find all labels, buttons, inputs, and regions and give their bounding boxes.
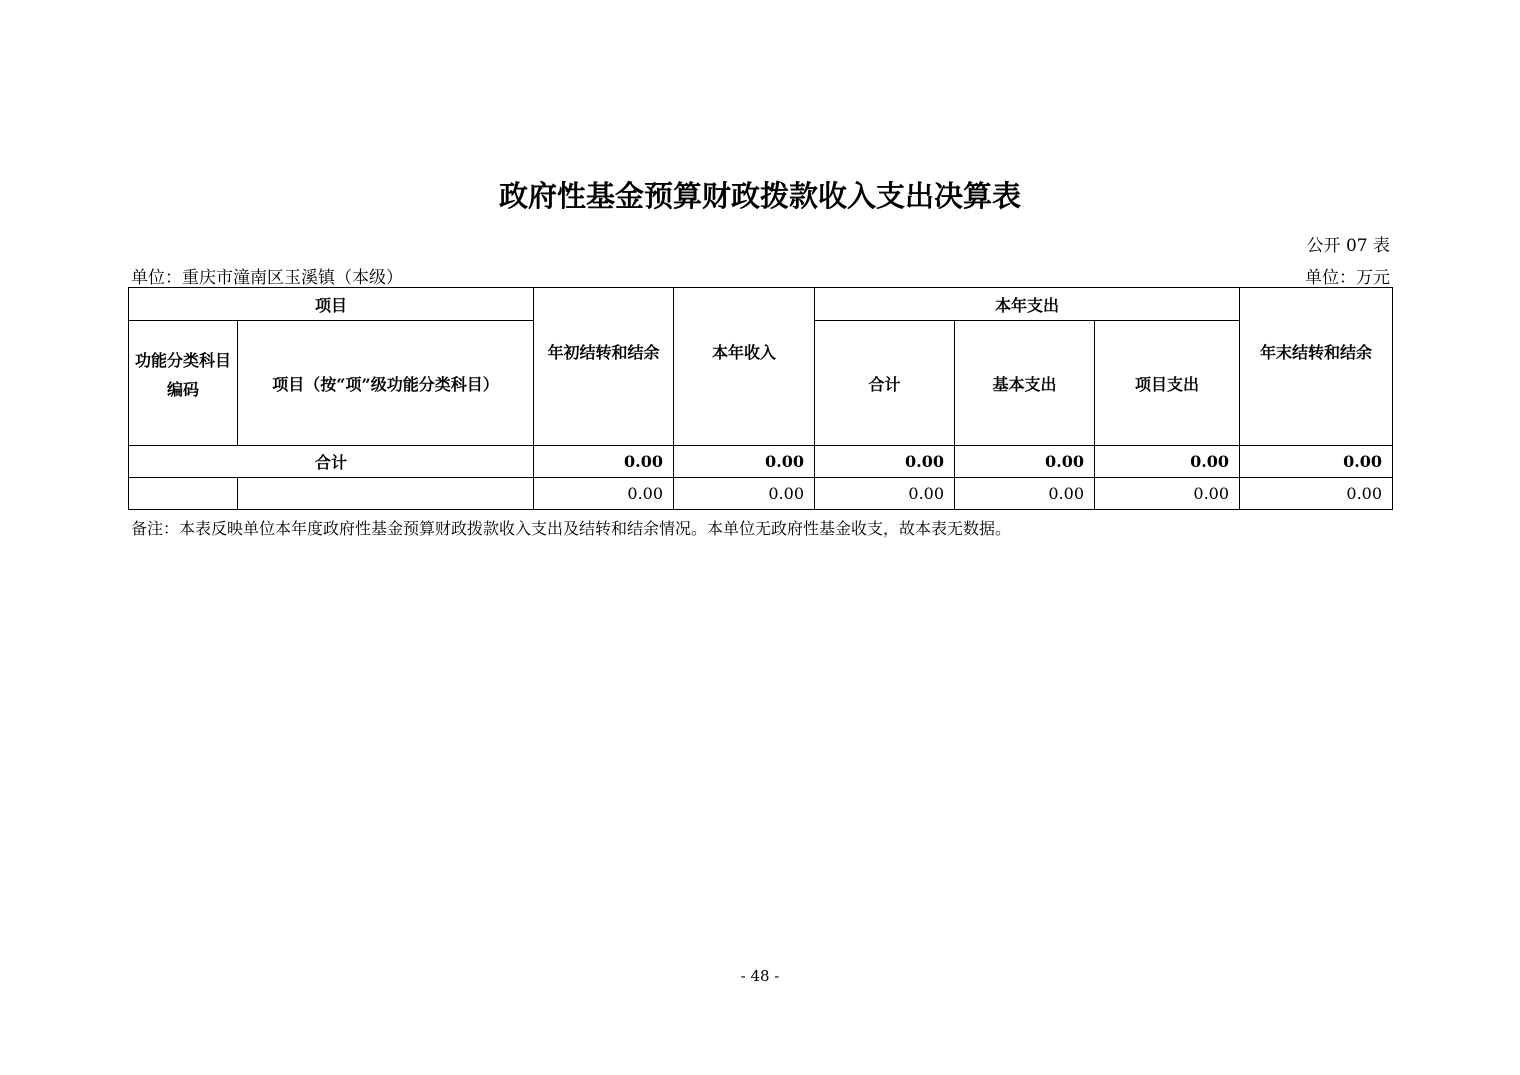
total-closing-balance: 0.00	[1240, 446, 1393, 478]
form-number: 公开 07 表	[1306, 236, 1390, 256]
row-exp-total: 0.00	[815, 478, 955, 510]
header-exp-project: 项目支出	[1095, 321, 1240, 446]
row-closing-balance: 0.00	[1240, 478, 1393, 510]
table-row	[129, 478, 1393, 510]
total-label: 合计	[129, 446, 534, 478]
row-func-code	[129, 478, 238, 510]
header-exp-basic: 基本支出	[955, 321, 1095, 446]
row-current-income: 0.00	[674, 478, 815, 510]
total-exp-basic: 0.00	[955, 446, 1095, 478]
unit-currency: 单位：万元	[1305, 268, 1390, 288]
footnote: 备注：本表反映单位本年度政府性基金预算财政拨款收入支出及结转和结余情况。本单位无政府性基金收支，故本表无数据。	[131, 519, 1012, 538]
total-current-income: 0.00	[674, 446, 815, 478]
row-item-name	[238, 478, 534, 510]
total-opening-balance: 0.00	[534, 446, 674, 478]
budget-table	[128, 287, 1393, 510]
header-opening-balance: 年初结转和结余	[534, 288, 674, 446]
total-row	[129, 446, 1393, 478]
header-exp-total: 合计	[815, 321, 955, 446]
page-number: - 48 -	[740, 967, 780, 985]
header-expenditure-group: 本年支出	[815, 288, 1240, 321]
unit-organization: 单位：重庆市潼南区玉溪镇（本级）	[131, 268, 403, 288]
total-exp-total: 0.00	[815, 446, 955, 478]
row-exp-project: 0.00	[1095, 478, 1240, 510]
page-title: 政府性基金预算财政拨款收入支出决算表	[498, 179, 1021, 213]
total-exp-project: 0.00	[1095, 446, 1240, 478]
header-item-group: 项目	[129, 288, 534, 321]
row-opening-balance: 0.00	[534, 478, 674, 510]
header-current-income: 本年收入	[674, 288, 815, 446]
row-exp-basic: 0.00	[955, 478, 1095, 510]
header-closing-balance: 年末结转和结余	[1240, 288, 1393, 446]
header-item-name: 项目（按“项”级功能分类科目）	[238, 321, 534, 446]
header-func-code: 功能分类科目编码	[129, 321, 238, 446]
